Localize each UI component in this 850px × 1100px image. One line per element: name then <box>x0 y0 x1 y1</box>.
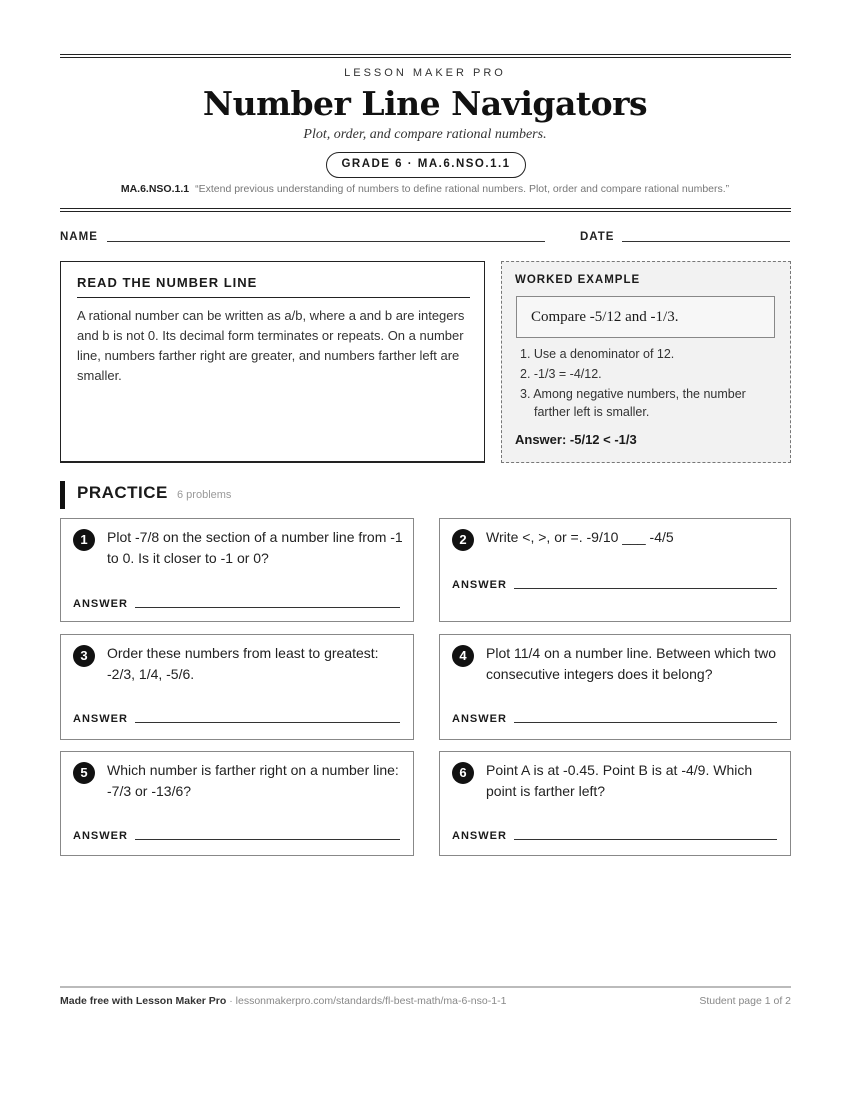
worked-example-answer: Answer: -5/12 < -1/3 <box>515 432 637 447</box>
problem-text: Plot -7/8 on the section of a number line from -1 to 0. Is it closer to -1 or 0? <box>107 529 403 566</box>
answer-field[interactable] <box>135 722 400 723</box>
problem-number: 1 <box>73 529 95 551</box>
problem-number: 3 <box>73 645 95 667</box>
answer-label: ANSWER <box>73 713 128 725</box>
read-section <box>60 261 485 463</box>
answer-label: ANSWER <box>452 830 507 842</box>
answer-field[interactable] <box>514 722 777 723</box>
problem-card-1 <box>60 518 414 622</box>
name-field[interactable] <box>107 241 545 242</box>
footer-credit <box>60 995 506 1007</box>
standard-description <box>0 183 850 195</box>
problem-number: 6 <box>452 762 474 784</box>
worked-example-prompt: Compare -5/12 and -1/3. <box>516 296 775 338</box>
answer-label: ANSWER <box>73 598 128 610</box>
footer-made-with: Made free with Lesson Maker Pro <box>60 995 227 1007</box>
answer-field[interactable] <box>135 839 400 840</box>
footer-rule <box>60 986 791 988</box>
footer-page-number: Student page 1 of 2 <box>699 995 791 1007</box>
footer-url[interactable]: · lessonmakerpro.com/standards/fl-best-math/ma-6-nso-1-1 <box>226 995 507 1007</box>
date-field[interactable] <box>622 241 790 242</box>
answer-label: ANSWER <box>73 830 128 842</box>
worked-example-step: 1. Use a denominator of 12. <box>520 347 675 361</box>
problem-card-2 <box>439 518 791 622</box>
page-title: Number Line Navigators <box>202 84 648 123</box>
answer-field[interactable] <box>514 588 777 589</box>
problem-number: 5 <box>73 762 95 784</box>
practice-title: PRACTICE <box>77 483 168 502</box>
problem-number: 2 <box>452 529 474 551</box>
header-top-rule <box>60 54 791 58</box>
read-body: A rational number can be written as a/b, where a and b are integers and b is not 0. Its decimal form terminates or repeats. On a number line, numbers farther right are greater, and numbers farther left are smaller. <box>77 308 465 383</box>
answer-field[interactable] <box>514 839 777 840</box>
date-label: DATE <box>580 231 615 243</box>
problem-text: Write <, >, or =. -9/10 ___ -4/5 <box>486 529 674 545</box>
name-label: NAME <box>60 231 98 243</box>
standard-text: “Extend previous understanding of numbers to define rational numbers. Plot, order and compare rational numbers.” <box>195 183 730 195</box>
problem-text: Which number is farther right on a number line: -7/3 or -13/6? <box>107 762 399 799</box>
brand-name: LESSON MAKER PRO <box>344 67 506 79</box>
worked-example-section <box>501 261 791 463</box>
worked-example-steps <box>520 345 782 423</box>
problem-card-4 <box>439 634 791 740</box>
answer-label: ANSWER <box>452 579 507 591</box>
problem-card-3 <box>60 634 414 740</box>
answer-field[interactable] <box>135 607 400 608</box>
practice-accent-bar <box>60 481 65 509</box>
page-subtitle: Plot, order, and compare rational numbers. <box>303 127 547 142</box>
practice-count: 6 problems <box>177 489 232 501</box>
grade-standard-badge: GRADE 6 · MA.6.NSO.1.1 <box>326 152 526 178</box>
standard-code: MA.6.NSO.1.1 <box>120 183 190 195</box>
problem-text: Point A is at -0.45. Point B is at -4/9. Which point is farther left? <box>486 762 753 799</box>
worked-example-step: 3. Among negative numbers, the number farther left is smaller. <box>520 387 746 419</box>
problem-card-5 <box>60 751 414 856</box>
worked-example-step: 2. -1/3 = -4/12. <box>520 367 602 381</box>
problem-text: Order these numbers from least to greatest: -2/3, 1/4, -5/6. <box>107 645 379 682</box>
read-heading: READ THE NUMBER LINE <box>77 275 470 298</box>
answer-label: ANSWER <box>452 713 507 725</box>
problem-text: Plot 11/4 on a number line. Between which two consecutive integers does it belong? <box>486 645 777 682</box>
problem-card-6 <box>439 751 791 856</box>
header-bottom-rule <box>60 208 791 212</box>
worked-example-heading: WORKED EXAMPLE <box>515 274 641 286</box>
problem-number: 4 <box>452 645 474 667</box>
